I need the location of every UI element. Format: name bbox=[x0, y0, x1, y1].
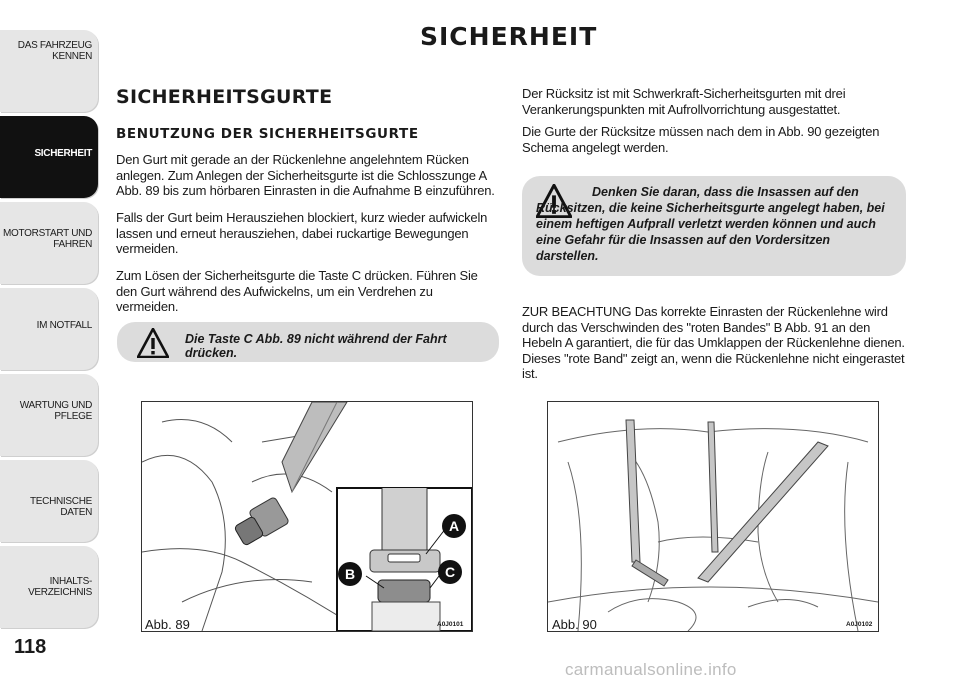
warning-box bbox=[522, 176, 906, 276]
figure-caption: Abb. 90 bbox=[552, 617, 597, 632]
tab-label: TECHNISCHE DATEN bbox=[29, 496, 92, 518]
tab-label: FAHREN bbox=[53, 239, 92, 250]
page-title: SICHERHEIT bbox=[420, 22, 598, 51]
figure-caption: Abb. 89 bbox=[145, 617, 190, 632]
tab-label: INHALTS- bbox=[49, 576, 92, 587]
warning-box bbox=[117, 322, 499, 362]
figure-code: A0J0101 bbox=[437, 621, 464, 628]
tab-label: MOTORSTART UND bbox=[3, 228, 92, 239]
note-paragraph: ZUR BEACHTUNG Das korrekte Einrasten der Rückenlehne wird durch das Verschwinden des "roten Bandes" B Abb. 91 an den Hebeln A garantiert, die für das Umklappen der Rückenlehne dienen. Dieses "rote Band" zeigt an, wenn die Rückenlehne nicht eingerastet ist. bbox=[522, 304, 905, 381]
tab-inhaltsverzeichnis[interactable] bbox=[0, 546, 98, 628]
seatbelt-buckle-illustration bbox=[142, 402, 472, 631]
watermark: carmanualsonline.info bbox=[565, 660, 737, 679]
paragraph: Die Gurte der Rücksitze müssen nach dem in Abb. 90 gezeigten Schema angelegt werden. bbox=[522, 124, 880, 155]
page-number: 118 bbox=[14, 636, 47, 658]
paragraph: Falls der Gurt beim Herausziehen blockiert, kurz wieder aufwickeln lassen und erneut herausziehen, dabei ruckartige Bewegungen vermeiden. bbox=[116, 210, 488, 256]
tab-label: IM NOTFALL bbox=[36, 320, 92, 331]
section-heading: SICHERHEITSGURTE bbox=[116, 86, 333, 108]
paragraph: Zum Lösen der Sicherheitsgurte die Taste C drücken. Führen Sie den Gurt während des Aufwickelns, um ein Verdrehen zu vermeiden. bbox=[116, 268, 478, 314]
tab-technische-daten[interactable] bbox=[0, 460, 98, 542]
figure-abb-90 bbox=[547, 401, 879, 632]
subsection-heading: BENUTZUNG DER SICHERHEITSGURTE bbox=[116, 126, 419, 142]
tab-im-notfall[interactable] bbox=[0, 288, 98, 370]
tab-das-fahrzeug-kennen[interactable] bbox=[0, 30, 98, 112]
tab-sicherheit[interactable] bbox=[0, 116, 98, 198]
warning-text: Die Taste C Abb. 89 nicht während der Fahrt drücken. bbox=[185, 332, 447, 360]
paragraph: Der Rücksitz ist mit Schwerkraft-Sicherheitsgurten mit drei Verankerungspunkten mit Aufrollvorrichtung ausgestattet. bbox=[522, 86, 846, 117]
warning-text: Denken Sie daran, dass die Insassen auf den Rücksitzen, die keine Sicherheitsgurte angelegt haben, bei einem heftigen Aufprall verletzt werden können und auch eine Gefahr für die Insassen auf den Vordersitzen darstellen. bbox=[536, 185, 885, 263]
label-a: A bbox=[448, 518, 460, 534]
figure-abb-89 bbox=[141, 401, 473, 632]
tab-label: SICHERHEIT bbox=[34, 148, 92, 159]
label-c: C bbox=[444, 564, 456, 580]
label-b: B bbox=[344, 566, 356, 582]
tab-label: WARTUNG UND bbox=[19, 400, 92, 411]
tab-label: VERZEICHNIS bbox=[28, 587, 92, 598]
warning-icon bbox=[137, 328, 169, 358]
tab-label: PFLEGE bbox=[54, 411, 92, 422]
tab-wartung-und-pflege[interactable] bbox=[0, 374, 98, 456]
figure-code: A0J0102 bbox=[846, 621, 873, 628]
paragraph: Den Gurt mit gerade an der Rückenlehne angelehntem Rücken anlegen. Zum Anlegen der Sicherheitsgurte ist die Schlosszunge A Abb. 89 bis zum hörbaren Einrasten in die Aufnahme B einzuführen. bbox=[116, 152, 495, 198]
tab-motorstart-und-fahren[interactable] bbox=[0, 202, 98, 284]
tab-label: DAS FAHRZEUG bbox=[17, 40, 92, 51]
rear-seat-belts-illustration bbox=[548, 402, 878, 631]
tab-label: KENNEN bbox=[52, 51, 92, 62]
